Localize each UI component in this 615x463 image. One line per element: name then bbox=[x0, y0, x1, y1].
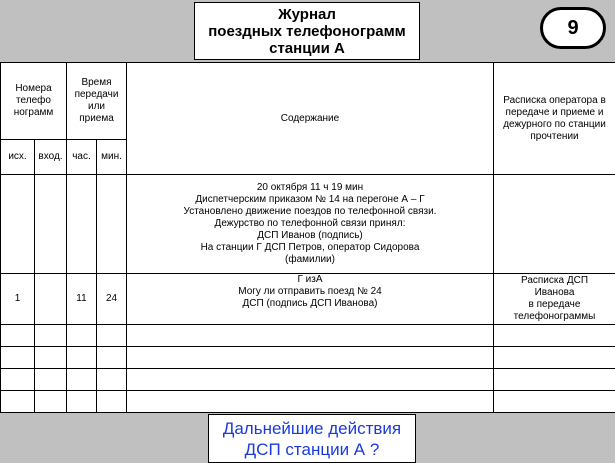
empty-row bbox=[1, 347, 615, 369]
message-receipt: Расписка ДСП Иванова в передаче телефонограммы bbox=[494, 274, 615, 325]
header-receipt: Расписка оператора в передаче и приеме и дежурного по станции прочтении bbox=[494, 63, 615, 175]
journal-title bbox=[194, 2, 420, 60]
outgoing-number: 1 bbox=[1, 274, 35, 325]
message-minute: 24 bbox=[97, 274, 127, 325]
title-line-2: поездных телефонограмм bbox=[208, 22, 406, 40]
incoming-number bbox=[35, 274, 67, 325]
message-content: Г изА Могу ли отправить поезд № 24 ДСП (подпись ДСП Иванова) bbox=[127, 274, 494, 325]
empty-row bbox=[1, 391, 615, 413]
duty-entry-row bbox=[1, 175, 615, 274]
caption-line-1: Дальнейшие действия bbox=[222, 418, 402, 438]
message-hour: 11 bbox=[67, 274, 97, 325]
question-caption bbox=[208, 414, 416, 463]
title-line-3: станции А bbox=[269, 39, 345, 57]
caption-line-2: ДСП станции А ? bbox=[244, 439, 380, 459]
telephonogram-journal-table bbox=[0, 62, 615, 413]
slide-number-badge: 9 bbox=[540, 7, 606, 49]
telephonogram-row bbox=[1, 274, 615, 325]
header-incoming: вход. bbox=[35, 140, 67, 175]
header-time: Время передачи или приема bbox=[67, 63, 127, 140]
empty-row bbox=[1, 325, 615, 347]
header-numbers: Номера телефо нограмм bbox=[1, 63, 67, 140]
header-content: Содержание bbox=[127, 63, 494, 175]
duty-entry-content: 20 октября 11 ч 19 мин Диспетчерским приказом № 14 на перегоне А – Г Установлено движение поездов по телефонной связи. Дежурство по телефонной связи принял: ДСП Иванов (подпись) На станции Г ДСП Петров, оператор Сидорова (фамилии) bbox=[127, 175, 494, 274]
header-outgoing: исх. bbox=[1, 140, 35, 175]
header-minute: мин. bbox=[97, 140, 127, 175]
empty-row bbox=[1, 369, 615, 391]
header-hour: час. bbox=[67, 140, 97, 175]
title-line-1: Журнал bbox=[278, 5, 336, 23]
